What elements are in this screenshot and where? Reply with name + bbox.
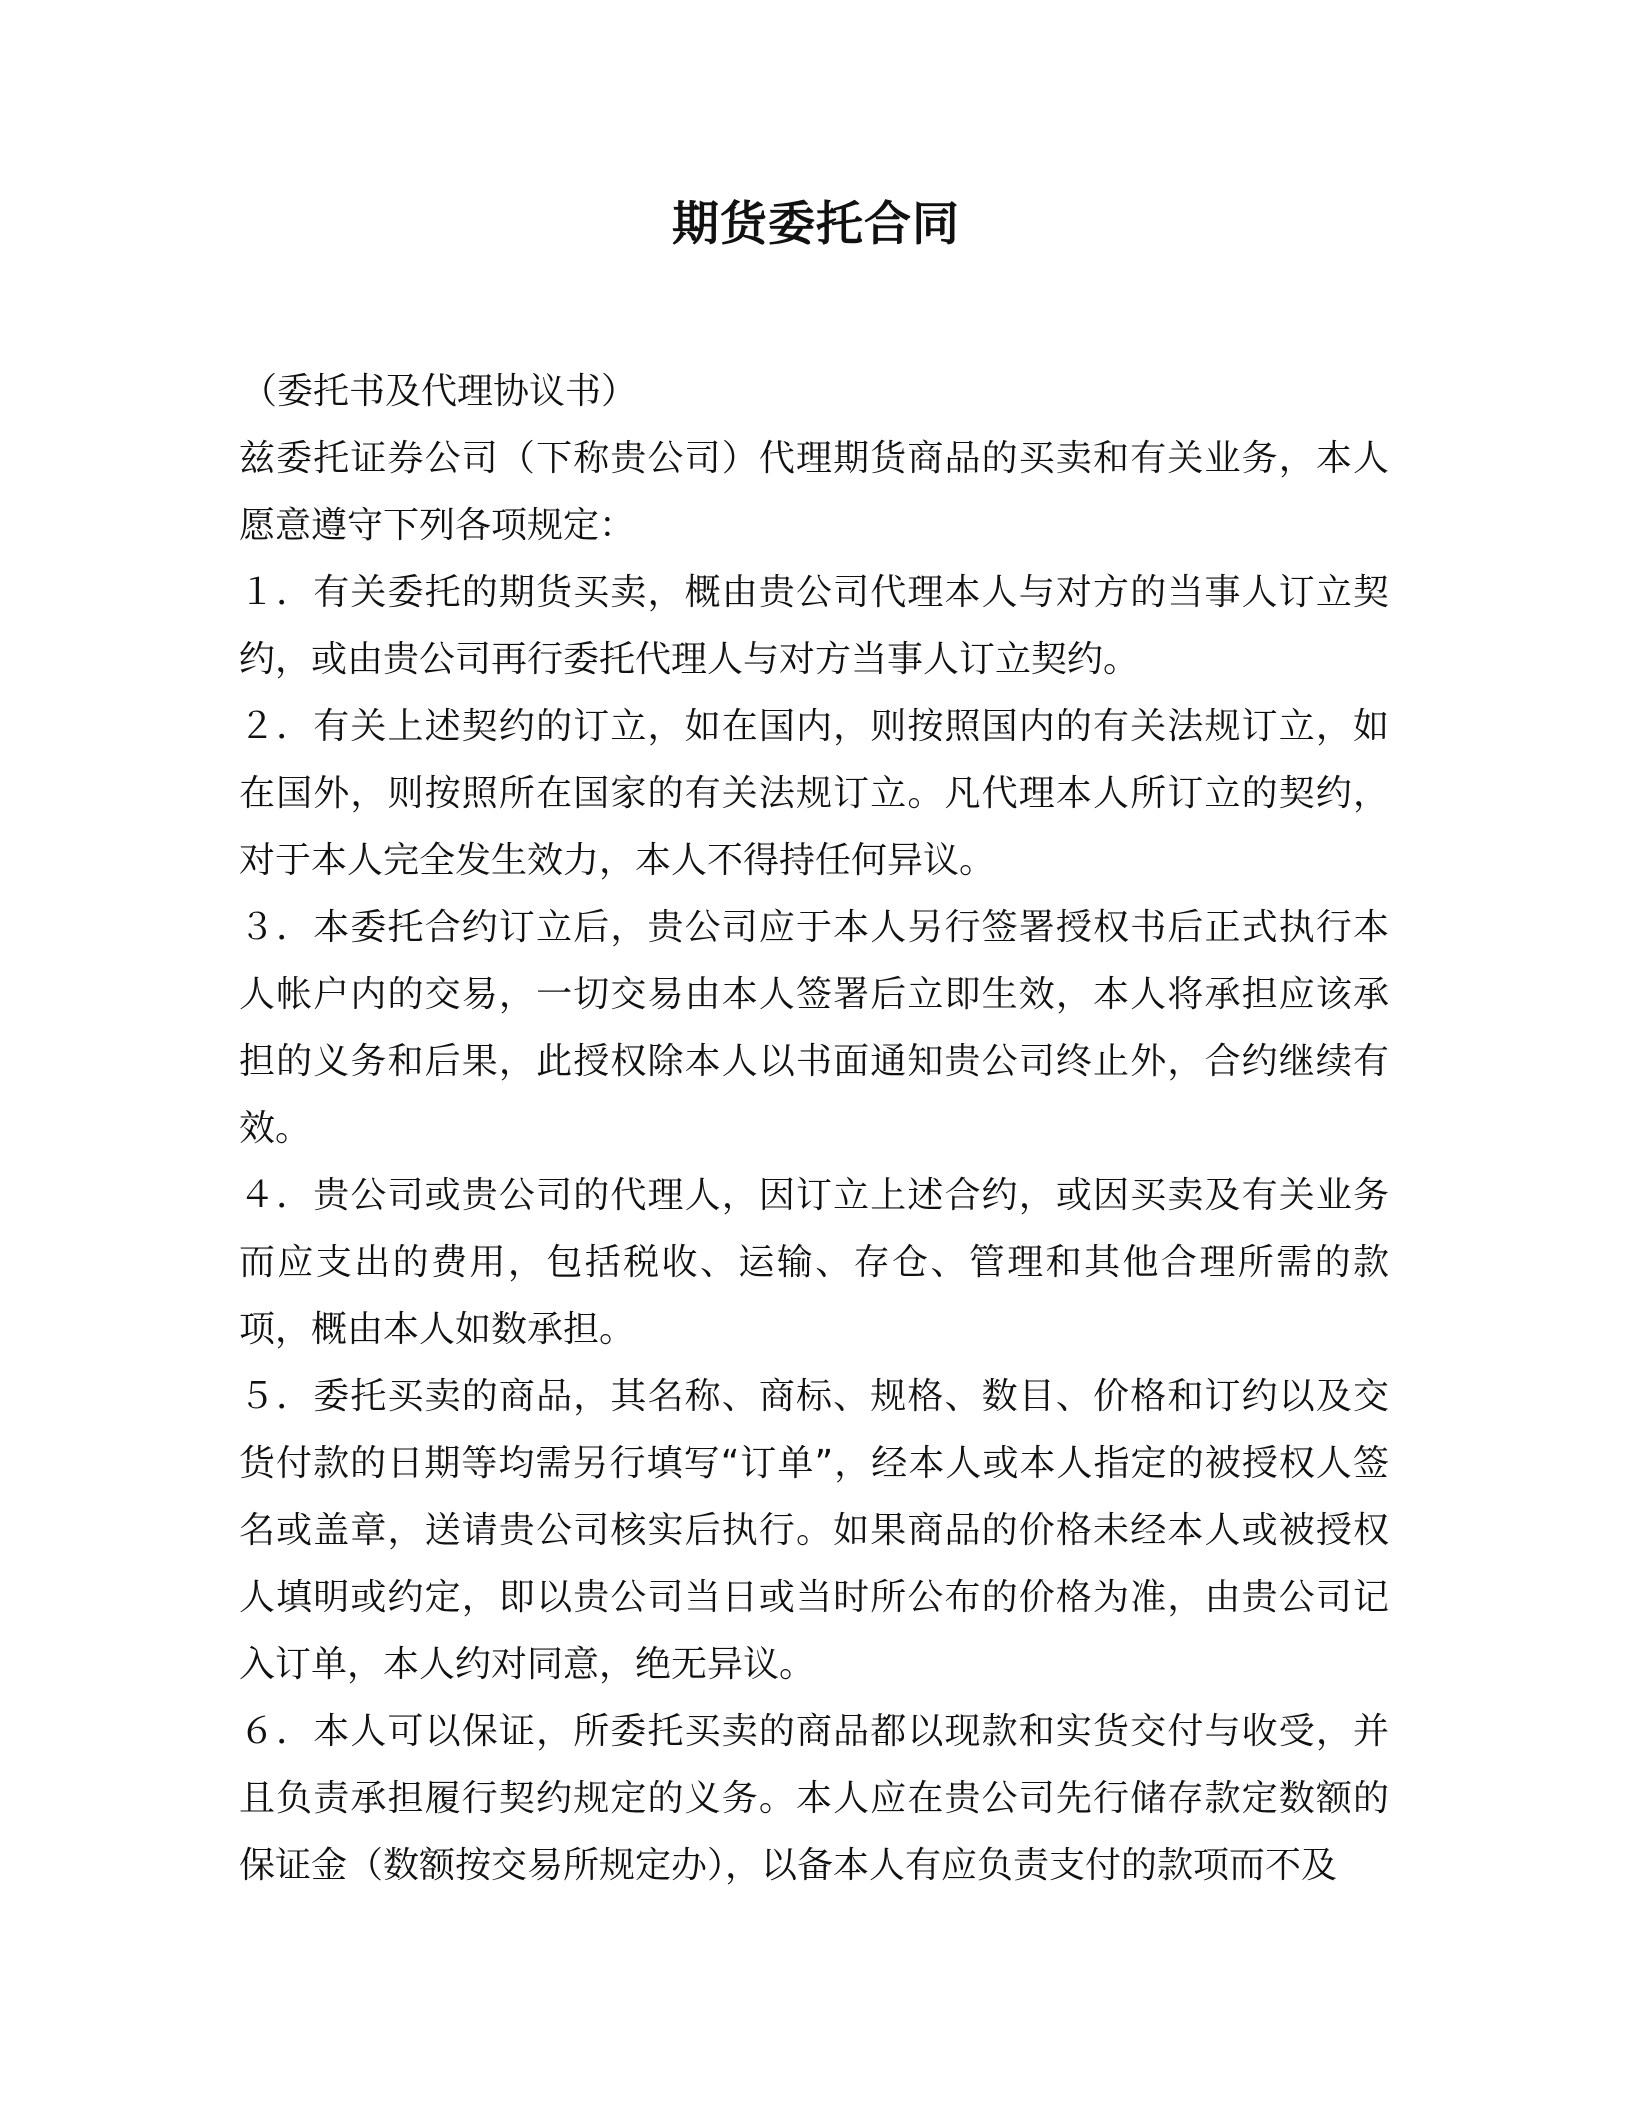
paragraph-intro: 兹委托证券公司（下称贵公司）代理期货商品的买卖和有关业务，本人愿意遵守下列各项规定： xyxy=(239,438,1389,546)
paragraph-clause-6: ６．本人可以保证，所委托买卖的商品都以现款和实货交付与收受，并且负责承担履行契约规定的义务。本人应在贵公司先行储存款定数额的保证金（数额按交易所规定办），以备本人有应负责支付的款项而不及 xyxy=(239,1711,1389,1886)
paragraph-clause-2: ２．有关上述契约的订立，如在国内，则按照国内的有关法规订立，如在国外，则按照所在国家的有关法规订立。凡代理本人所订立的契约，对于本人完全发生效力，本人不得持任何异议。 xyxy=(239,706,1389,881)
paragraph-clause-1: １．有关委托的期货买卖，概由贵公司代理本人与对方的当事人订立契约，或由贵公司再行委托代理人与对方当事人订立契约。 xyxy=(239,572,1389,680)
document-title: 期货委托合同 xyxy=(672,197,960,252)
paragraph-clause-4: ４．贵公司或贵公司的代理人，因订立上述合约，或因买卖及有关业务而应支出的费用，包括税收、运输、存仓、管理和其他合理所需的款项，概由本人如数承担。 xyxy=(239,1175,1389,1350)
document-body xyxy=(239,358,1389,1899)
document-subtitle: （委托书及代理协议书） xyxy=(241,371,638,412)
paragraph-clause-5: ５．委托买卖的商品，其名称、商标、规格、数目、价格和订约以及交货付款的日期等均需另行填写“订单”，经本人或本人指定的被授权人签名或盖章，送请贵公司核实后执行。如果商品的价格未经本人或被授权人填明或约定，即以贵公司当日或当时所公布的价格为准，由贵公司记入订单，本人约对同意，绝无异议。 xyxy=(239,1376,1389,1685)
paragraph-clause-3: ３．本委托合约订立后，贵公司应于本人另行签署授权书后正式执行本人帐户内的交易，一切交易由本人签署后立即生效，本人将承担应该承担的义务和后果，此授权除本人以书面通知贵公司终止外，合约继续有效。 xyxy=(239,907,1389,1149)
